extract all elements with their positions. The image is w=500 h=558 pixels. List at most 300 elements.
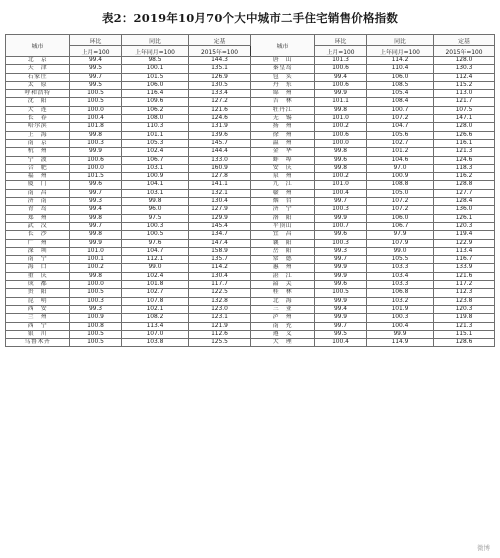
- header-mom-sub: 上月=100: [70, 46, 122, 57]
- yoy-cell: 105.0: [367, 189, 434, 197]
- mom-cell: 99.6: [315, 231, 367, 239]
- table-row: [6, 65, 495, 73]
- mom-cell: 101.5: [70, 173, 122, 181]
- city-cell: 三 亚: [251, 305, 315, 313]
- mom-cell: 100.5: [70, 98, 122, 106]
- city-cell: 秦皇岛: [251, 65, 315, 73]
- yoy-cell: 109.6: [122, 98, 189, 106]
- mom-cell: 99.8: [315, 164, 367, 172]
- city-cell: 长 春: [6, 115, 70, 123]
- mom-cell: 100.4: [315, 339, 367, 347]
- mom-cell: 101.0: [315, 115, 367, 123]
- yoy-cell: 104.1: [122, 181, 189, 189]
- mom-cell: 100.5: [70, 339, 122, 347]
- yoy-cell: 100.5: [122, 231, 189, 239]
- base-cell: 112.4: [434, 73, 495, 81]
- city-cell: 丹 东: [251, 81, 315, 89]
- city-cell: 兰 州: [6, 314, 70, 322]
- mom-cell: 99.9: [315, 264, 367, 272]
- table-row: [6, 231, 495, 239]
- yoy-cell: 99.0: [122, 264, 189, 272]
- yoy-cell: 101.9: [367, 305, 434, 313]
- yoy-cell: 106.7: [367, 222, 434, 230]
- city-cell: 常 德: [251, 256, 315, 264]
- mom-cell: 100.9: [70, 314, 122, 322]
- city-cell: 南 充: [251, 322, 315, 330]
- base-cell: 133.9: [434, 264, 495, 272]
- mom-cell: 99.8: [315, 106, 367, 114]
- yoy-cell: 104.7: [367, 123, 434, 131]
- base-cell: 112.3: [434, 289, 495, 297]
- yoy-cell: 99.8: [122, 198, 189, 206]
- mom-cell: 100.3: [315, 239, 367, 247]
- mom-cell: 99.5: [70, 65, 122, 73]
- base-cell: 113.4: [434, 247, 495, 255]
- table-row: [6, 181, 495, 189]
- mom-cell: 99.4: [315, 73, 367, 81]
- city-cell: 南 昌: [6, 189, 70, 197]
- table-row: [6, 173, 495, 181]
- base-cell: 144.4: [189, 148, 251, 156]
- city-cell: 惠 州: [251, 264, 315, 272]
- city-cell: 福 州: [6, 173, 70, 181]
- mom-cell: 99.3: [70, 305, 122, 313]
- mom-cell: 99.8: [70, 214, 122, 222]
- city-cell: 洛 阳: [251, 214, 315, 222]
- mom-cell: 99.6: [315, 156, 367, 164]
- header-yoy: 同比: [367, 35, 434, 46]
- yoy-cell: 96.0: [122, 206, 189, 214]
- table-row: [6, 256, 495, 264]
- city-cell: 南 宁: [6, 256, 70, 264]
- base-cell: 112.6: [189, 330, 251, 338]
- base-cell: 145.7: [189, 139, 251, 147]
- mom-cell: 100.5: [70, 330, 122, 338]
- yoy-cell: 105.3: [122, 139, 189, 147]
- base-cell: 113.0: [434, 90, 495, 98]
- table-row: [6, 139, 495, 147]
- table-row: [6, 214, 495, 222]
- mom-cell: 99.7: [70, 189, 122, 197]
- city-cell: 沈 阳: [6, 98, 70, 106]
- base-cell: 123.0: [189, 305, 251, 313]
- yoy-cell: 106.7: [122, 156, 189, 164]
- mom-cell: 100.0: [70, 106, 122, 114]
- base-cell: 119.4: [434, 231, 495, 239]
- base-cell: 136.0: [434, 206, 495, 214]
- city-cell: 重 庆: [6, 272, 70, 280]
- city-cell: 大 理: [251, 339, 315, 347]
- header-yoy: 同比: [122, 35, 189, 46]
- table-row: [6, 222, 495, 230]
- yoy-cell: 102.4: [122, 272, 189, 280]
- table-row: [6, 272, 495, 280]
- yoy-cell: 103.1: [122, 164, 189, 172]
- base-cell: 141.1: [189, 181, 251, 189]
- table-row: [6, 305, 495, 313]
- city-cell: 泉 州: [251, 173, 315, 181]
- mom-cell: 99.7: [70, 73, 122, 81]
- yoy-cell: 104.6: [367, 156, 434, 164]
- city-cell: 宜 昌: [251, 231, 315, 239]
- yoy-cell: 97.0: [367, 164, 434, 172]
- yoy-cell: 99.9: [367, 330, 434, 338]
- base-cell: 139.6: [189, 131, 251, 139]
- table-row: [6, 206, 495, 214]
- mom-cell: 99.9: [70, 148, 122, 156]
- yoy-cell: 108.2: [122, 314, 189, 322]
- table-header: [6, 35, 495, 57]
- yoy-cell: 103.3: [367, 281, 434, 289]
- city-cell: 太 原: [6, 81, 70, 89]
- mom-cell: 100.3: [70, 297, 122, 305]
- mom-cell: 100.3: [70, 139, 122, 147]
- yoy-cell: 114.2: [367, 57, 434, 65]
- city-cell: 北 京: [6, 57, 70, 65]
- header-base: 定基: [189, 35, 251, 46]
- yoy-cell: 107.8: [122, 297, 189, 305]
- base-cell: 128.6: [434, 339, 495, 347]
- yoy-cell: 104.7: [122, 247, 189, 255]
- base-cell: 119.8: [434, 314, 495, 322]
- base-cell: 124.6: [189, 115, 251, 123]
- city-cell: 扬 州: [251, 123, 315, 131]
- yoy-cell: 101.5: [122, 73, 189, 81]
- city-cell: 赣 州: [251, 189, 315, 197]
- header-base-sub: 2015年=100: [434, 46, 495, 57]
- mom-cell: 100.6: [70, 156, 122, 164]
- mom-cell: 100.4: [70, 115, 122, 123]
- table-row: [6, 289, 495, 297]
- base-cell: 117.7: [189, 281, 251, 289]
- yoy-cell: 98.5: [122, 57, 189, 65]
- table-body: [6, 57, 495, 347]
- city-cell: 青 岛: [6, 206, 70, 214]
- yoy-cell: 99.0: [367, 247, 434, 255]
- yoy-cell: 100.3: [367, 314, 434, 322]
- base-cell: 158.9: [189, 247, 251, 255]
- mom-cell: 100.6: [315, 65, 367, 73]
- city-cell: 大 连: [6, 106, 70, 114]
- mom-cell: 99.9: [315, 314, 367, 322]
- city-cell: 呼和浩特: [6, 90, 70, 98]
- header-base: 定基: [434, 35, 495, 46]
- table-row: [6, 189, 495, 197]
- yoy-cell: 102.7: [367, 139, 434, 147]
- base-cell: 145.4: [189, 222, 251, 230]
- base-cell: 122.5: [189, 289, 251, 297]
- table-row: [6, 81, 495, 89]
- mom-cell: 99.9: [70, 239, 122, 247]
- city-cell: 深 圳: [6, 247, 70, 255]
- base-cell: 133.0: [189, 156, 251, 164]
- mom-cell: 100.2: [70, 264, 122, 272]
- base-cell: 121.3: [434, 148, 495, 156]
- mom-cell: 100.2: [315, 123, 367, 131]
- price-index-table: [5, 34, 495, 347]
- mom-cell: 99.6: [315, 281, 367, 289]
- city-cell: 金 华: [251, 148, 315, 156]
- city-cell: 锦 州: [251, 90, 315, 98]
- base-cell: 118.3: [434, 164, 495, 172]
- table-row: [6, 330, 495, 338]
- yoy-cell: 101.2: [367, 148, 434, 156]
- mom-cell: 100.6: [315, 131, 367, 139]
- base-cell: 114.2: [189, 264, 251, 272]
- base-cell: 135.7: [189, 256, 251, 264]
- mom-cell: 99.3: [70, 198, 122, 206]
- yoy-cell: 100.4: [367, 322, 434, 330]
- city-cell: 广 州: [6, 239, 70, 247]
- yoy-cell: 97.5: [122, 214, 189, 222]
- base-cell: 133.4: [189, 90, 251, 98]
- city-cell: 济 南: [6, 198, 70, 206]
- mom-cell: 99.9: [315, 297, 367, 305]
- city-cell: 安 庆: [251, 164, 315, 172]
- city-cell: 银 川: [6, 330, 70, 338]
- mom-cell: 99.8: [70, 231, 122, 239]
- base-cell: 120.3: [434, 305, 495, 313]
- yoy-cell: 108.8: [367, 181, 434, 189]
- table-row: [6, 115, 495, 123]
- city-cell: 牡丹江: [251, 106, 315, 114]
- table-row: [6, 156, 495, 164]
- mom-cell: 99.3: [315, 247, 367, 255]
- yoy-cell: 100.1: [122, 65, 189, 73]
- table-row: [6, 314, 495, 322]
- header-yoy-sub: 上年同月=100: [122, 46, 189, 57]
- base-cell: 121.3: [434, 322, 495, 330]
- city-cell: 南 京: [6, 139, 70, 147]
- city-cell: 郑 州: [6, 214, 70, 222]
- yoy-cell: 106.0: [367, 214, 434, 222]
- mom-cell: 99.7: [315, 198, 367, 206]
- mom-cell: 99.7: [315, 256, 367, 264]
- mom-cell: 99.9: [315, 272, 367, 280]
- city-cell: 成 都: [6, 281, 70, 289]
- base-cell: 131.9: [189, 123, 251, 131]
- yoy-cell: 100.9: [367, 173, 434, 181]
- yoy-cell: 110.3: [122, 123, 189, 131]
- city-cell: 襄 阳: [251, 239, 315, 247]
- mom-cell: 99.5: [70, 81, 122, 89]
- mom-cell: 99.4: [70, 206, 122, 214]
- yoy-cell: 107.2: [367, 198, 434, 206]
- mom-cell: 101.1: [315, 98, 367, 106]
- city-cell: 徐 州: [251, 131, 315, 139]
- city-cell: 济 宁: [251, 206, 315, 214]
- yoy-cell: 112.1: [122, 256, 189, 264]
- base-cell: 132.1: [189, 189, 251, 197]
- table-row: [6, 98, 495, 106]
- table-row: [6, 90, 495, 98]
- yoy-cell: 107.2: [367, 115, 434, 123]
- base-cell: 135.1: [189, 65, 251, 73]
- base-cell: 128.4: [434, 198, 495, 206]
- table-row: [6, 281, 495, 289]
- base-cell: 123.8: [434, 297, 495, 305]
- city-cell: 桂 林: [251, 289, 315, 297]
- page-title: 表2：2019年10月70个大中城市二手住宅销售价格指数: [101, 11, 399, 25]
- header-mom: 环比: [70, 35, 122, 46]
- city-cell: 唐 山: [251, 57, 315, 65]
- mom-cell: 100.8: [70, 322, 122, 330]
- city-cell: 西 宁: [6, 322, 70, 330]
- yoy-cell: 105.6: [367, 131, 434, 139]
- base-cell: 144.3: [189, 57, 251, 65]
- mom-cell: 99.8: [70, 272, 122, 280]
- mom-cell: 99.4: [70, 57, 122, 65]
- table-row: [6, 148, 495, 156]
- mom-cell: 99.9: [315, 90, 367, 98]
- table-row: [6, 264, 495, 272]
- yoy-cell: 102.4: [122, 148, 189, 156]
- city-cell: 天 津: [6, 65, 70, 73]
- header-mom: 环比: [315, 35, 367, 46]
- base-cell: 121.9: [189, 322, 251, 330]
- mom-cell: 100.0: [70, 164, 122, 172]
- base-cell: 122.9: [434, 239, 495, 247]
- base-cell: 107.5: [434, 106, 495, 114]
- city-cell: 哈尔滨: [6, 123, 70, 131]
- city-cell: 平顶山: [251, 222, 315, 230]
- table-row: [6, 131, 495, 139]
- table-row: [6, 123, 495, 131]
- base-cell: 121.6: [189, 106, 251, 114]
- table-row: [6, 57, 495, 65]
- base-cell: 130.5: [189, 81, 251, 89]
- yoy-cell: 108.4: [367, 98, 434, 106]
- base-cell: 127.9: [189, 206, 251, 214]
- header-city: 城市: [251, 35, 315, 57]
- base-cell: 160.9: [189, 164, 251, 172]
- city-cell: 岳 阳: [251, 247, 315, 255]
- base-cell: 120.3: [434, 222, 495, 230]
- city-cell: 泸 州: [251, 314, 315, 322]
- yoy-cell: 101.1: [122, 131, 189, 139]
- city-cell: 蚌 埠: [251, 156, 315, 164]
- yoy-cell: 105.5: [367, 256, 434, 264]
- header-mom-sub: 上月=100: [315, 46, 367, 57]
- base-cell: 130.4: [189, 272, 251, 280]
- mom-cell: 101.0: [315, 181, 367, 189]
- yoy-cell: 100.3: [122, 222, 189, 230]
- city-cell: 无 锡: [251, 115, 315, 123]
- yoy-cell: 116.4: [122, 90, 189, 98]
- table-row: [6, 239, 495, 247]
- yoy-cell: 100.9: [122, 173, 189, 181]
- mom-cell: 100.3: [315, 206, 367, 214]
- yoy-cell: 110.4: [367, 65, 434, 73]
- mom-cell: 99.6: [70, 181, 122, 189]
- city-cell: 北 海: [251, 297, 315, 305]
- base-cell: 116.1: [434, 139, 495, 147]
- yoy-cell: 100.7: [367, 106, 434, 114]
- city-cell: 吉 林: [251, 98, 315, 106]
- base-cell: 127.7: [434, 189, 495, 197]
- table-row: [6, 73, 495, 81]
- table-row: [6, 247, 495, 255]
- mom-cell: 100.2: [315, 173, 367, 181]
- base-cell: 125.5: [189, 339, 251, 347]
- yoy-cell: 108.5: [367, 81, 434, 89]
- yoy-cell: 106.2: [122, 106, 189, 114]
- mom-cell: 99.8: [315, 148, 367, 156]
- city-cell: 长 沙: [6, 231, 70, 239]
- yoy-cell: 103.3: [367, 264, 434, 272]
- yoy-cell: 107.9: [367, 239, 434, 247]
- mom-cell: 99.4: [315, 305, 367, 313]
- base-cell: 116.2: [434, 173, 495, 181]
- city-cell: 烟 台: [251, 198, 315, 206]
- mom-cell: 99.8: [70, 131, 122, 139]
- base-cell: 115.1: [434, 330, 495, 338]
- table-row: [6, 198, 495, 206]
- yoy-cell: 106.0: [122, 81, 189, 89]
- header-city: 城市: [6, 35, 70, 57]
- yoy-cell: 105.4: [367, 90, 434, 98]
- base-cell: 126.6: [434, 131, 495, 139]
- mom-cell: 100.0: [70, 281, 122, 289]
- yoy-cell: 106.8: [367, 289, 434, 297]
- base-cell: 126.1: [434, 214, 495, 222]
- table-row: [6, 106, 495, 114]
- city-cell: 贵 阳: [6, 289, 70, 297]
- yoy-cell: 103.4: [367, 272, 434, 280]
- table-row: [6, 164, 495, 172]
- yoy-cell: 102.1: [122, 305, 189, 313]
- mom-cell: 100.5: [315, 289, 367, 297]
- base-cell: 116.7: [434, 256, 495, 264]
- base-cell: 129.9: [189, 214, 251, 222]
- mom-cell: 100.5: [70, 90, 122, 98]
- city-cell: 韶 关: [251, 281, 315, 289]
- city-cell: 杭 州: [6, 148, 70, 156]
- yoy-cell: 107.0: [122, 330, 189, 338]
- city-cell: 上 海: [6, 131, 70, 139]
- city-cell: 宁 波: [6, 156, 70, 164]
- yoy-cell: 103.2: [367, 297, 434, 305]
- city-cell: 海 口: [6, 264, 70, 272]
- base-cell: 130.3: [434, 65, 495, 73]
- city-cell: 九 江: [251, 181, 315, 189]
- mom-cell: 101.3: [315, 57, 367, 65]
- base-cell: 127.8: [189, 173, 251, 181]
- mom-cell: 100.1: [70, 256, 122, 264]
- yoy-cell: 97.9: [367, 231, 434, 239]
- yoy-cell: 101.8: [122, 281, 189, 289]
- base-cell: 147.1: [434, 115, 495, 123]
- table-row: [6, 339, 495, 347]
- mom-cell: 99.5: [315, 330, 367, 338]
- city-cell: 厦 门: [6, 181, 70, 189]
- watermark: 微博: [477, 544, 490, 552]
- city-cell: 湛 江: [251, 272, 315, 280]
- yoy-cell: 103.8: [122, 339, 189, 347]
- base-cell: 127.2: [189, 98, 251, 106]
- base-cell: 126.9: [189, 73, 251, 81]
- yoy-cell: 103.1: [122, 189, 189, 197]
- yoy-cell: 102.7: [122, 289, 189, 297]
- mom-cell: 99.7: [70, 222, 122, 230]
- yoy-cell: 114.9: [367, 339, 434, 347]
- base-cell: 117.2: [434, 281, 495, 289]
- base-cell: 128.0: [434, 57, 495, 65]
- mom-cell: 101.8: [70, 123, 122, 131]
- city-cell: 武 汉: [6, 222, 70, 230]
- yoy-cell: 97.6: [122, 239, 189, 247]
- mom-cell: 99.7: [315, 322, 367, 330]
